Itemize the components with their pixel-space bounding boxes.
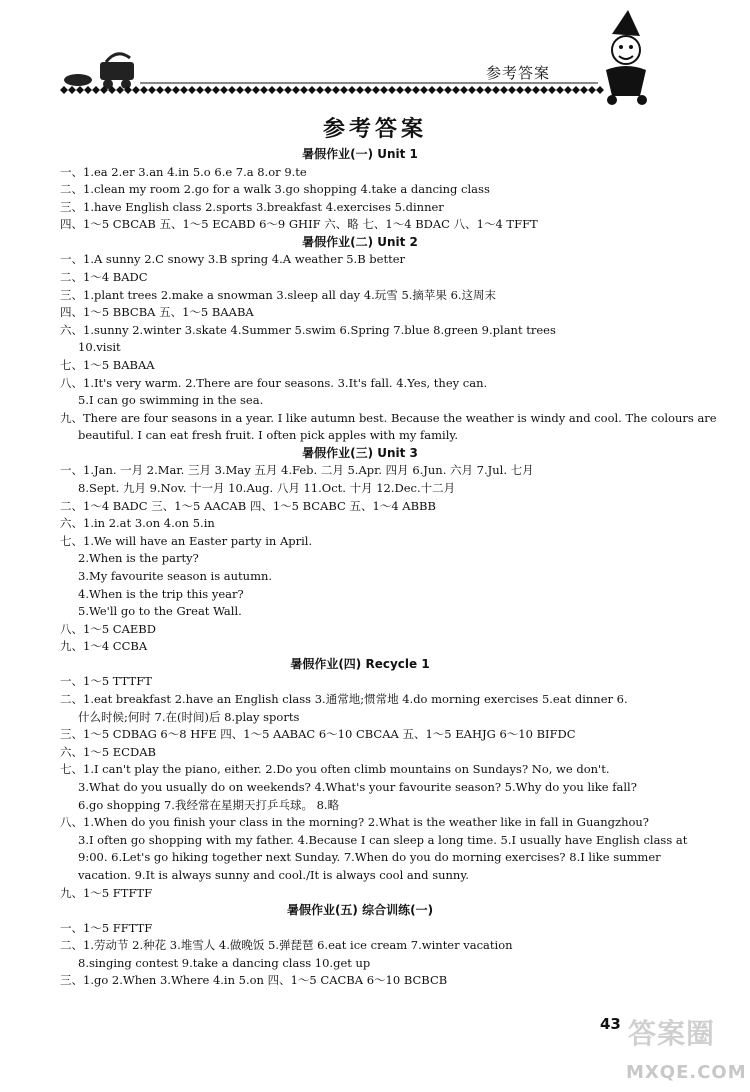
answer-line: 四、1～5 BBCBA 五、1～5 BAABA — [60, 305, 254, 320]
answer-line: 3.I often go shopping with my father. 4.Because I can sleep a long time. 5.I usually have English class at — [78, 832, 688, 847]
clown-icon — [606, 10, 647, 105]
answer-line: 八、1.It's very warm. 2.There are four seasons. 3.It's fall. 4.Yes, they can. — [60, 375, 488, 390]
header-decoration — [0, 0, 750, 112]
answer-line: 3.What do you usually do on weekends? 4.What's your favourite season? 5.Why do you like fall? — [78, 780, 637, 794]
page-header — [0, 0, 750, 112]
section-heading: 暑假作业(二) Unit 2 — [302, 234, 418, 249]
answer-line: 一、1.A sunny 2.C snowy 3.B spring 4.A weather 5.B better — [60, 252, 406, 267]
answer-line: 5.I can go swimming in the sea. — [78, 393, 264, 408]
answer-line: 4.When is the trip this year? — [78, 586, 244, 601]
answer-line: 二、1.clean my room 2.go for a walk 3.go shopping 4.take a dancing class — [60, 182, 490, 197]
answer-line: 六、1～5 ECDAB — [60, 744, 156, 759]
answer-line: 8.singing contest 9.take a dancing class 10.get up — [78, 955, 371, 970]
answer-line: vacation. 9.It is always sunny and cool./It is always cool and sunny. — [78, 867, 469, 882]
header-label: 参考答案 — [486, 64, 551, 82]
watermark-logo: 答案圈 — [628, 1017, 716, 1050]
answer-line: 九、1～5 FTFTF — [60, 885, 153, 900]
answer-line: 七、1.I can't play the piano, either. 2.Do you often climb mountains on Sundays? No, we don't. — [60, 762, 610, 777]
answer-line: 一、1.Jan. 一月 2.Mar. 三月 3.May 五月 4.Feb. 二月 5.Apr. 四月 6.Jun. 六月 7.Jul. 七月 — [60, 463, 534, 478]
answer-line: 七、1.We will have an Easter party in April. — [60, 533, 313, 548]
answer-line: 一、1.ea 2.er 3.an 4.in 5.o 6.e 7.a 8.or 9.te — [60, 164, 307, 179]
diamond-border-icon — [60, 83, 604, 94]
answer-line: 二、1～4 BADC — [60, 269, 148, 284]
cart-icon — [64, 54, 134, 89]
answer-line: 6.go shopping 7.我经常在星期天打乒乓球。 8.略 — [78, 797, 340, 812]
answer-line: 八、1～5 CAEBD — [60, 621, 156, 636]
answer-line: 九、There are four seasons in a year. I like autumn best. Because the weather is windy and cool. The colours are — [60, 410, 717, 425]
section-heading: 暑假作业(一) Unit 1 — [302, 147, 418, 161]
section-heading: 暑假作业(五) 综合训练(一) — [286, 903, 434, 918]
answer-line: 二、1.eat breakfast 2.have an English class 3.通常地;惯常地 4.do morning exercises 5.eat dinner 6. — [60, 692, 628, 707]
section-heading: 暑假作业(四) Recycle 1 — [290, 656, 430, 671]
answer-line: 一、1～5 TTTFT — [60, 674, 152, 689]
answer-line: 8.Sept. 九月 9.Nov. 十一月 10.Aug. 八月 11.Oct. 十月 12.Dec.十二月 — [78, 481, 456, 495]
answer-line: 10.visit — [78, 340, 121, 355]
watermark-url: MXQE.COM — [626, 1062, 747, 1083]
page-title: 参考答案 — [322, 117, 427, 142]
page-number: 43 — [600, 1015, 621, 1033]
answer-line: 9:00. 6.Let's go hiking together next Sunday. 7.When do you do morning exercises? 8.I like summer — [78, 850, 661, 865]
answer-line: 一、1～5 FFTTF — [60, 920, 153, 935]
answer-line: 5.We'll go to the Great Wall. — [78, 604, 242, 619]
answer-content — [60, 146, 717, 990]
answer-line: 三、1.have English class 2.sports 3.breakfast 4.exercises 5.dinner — [60, 199, 444, 214]
answer-line: 七、1～5 BABAA — [60, 357, 155, 372]
answer-line: 什么时候;何时 7.在(时间)后 8.play sports — [78, 709, 300, 724]
answer-line: 二、1.劳动节 2.种花 3.堆雪人 4.做晚饭 5.弹琵琶 6.eat ice cream 7.winter vacation — [60, 938, 513, 953]
answer-line: 六、1.sunny 2.winter 3.skate 4.Summer 5.swim 6.Spring 7.blue 8.green 9.plant trees — [60, 322, 556, 337]
answer-line: 六、1.in 2.at 3.on 4.on 5.in — [60, 516, 215, 531]
answer-line: 3.My favourite season is autumn. — [78, 568, 273, 583]
answer-line: beautiful. I can eat fresh fruit. I often pick apples with my family. — [78, 428, 459, 443]
answer-line: 九、1～4 CCBA — [60, 639, 148, 654]
answer-line: 四、1～5 CBCAB 五、1～5 ECABD 6～9 GHIF 六、略 七、1～4 BDAC 八、1～4 TFFT — [60, 217, 538, 232]
answer-line: 三、1.plant trees 2.make a snowman 3.sleep all day 4.玩雪 5.摘苹果 6.这周末 — [60, 287, 497, 302]
answer-line: 八、1.When do you finish your class in the morning? 2.What is the weather like in fall in Guangzhou? — [60, 815, 649, 830]
answer-line: 二、1～4 BADC 三、1～5 AACAB 四、1～5 BCABC 五、1～4 ABBB — [60, 498, 436, 513]
answer-line: 三、1～5 CDBAG 6～8 HFE 四、1～5 AABAC 6～10 CBCAA 五、1～5 EAHJG 6～10 BIFDC — [60, 727, 576, 742]
answer-line: 三、1.go 2.When 3.Where 4.in 5.on 四、1～5 CACBA 6～10 BCBCB — [60, 973, 448, 988]
answer-line: 2.When is the party? — [78, 551, 199, 566]
section-heading: 暑假作业(三) Unit 3 — [302, 445, 418, 460]
